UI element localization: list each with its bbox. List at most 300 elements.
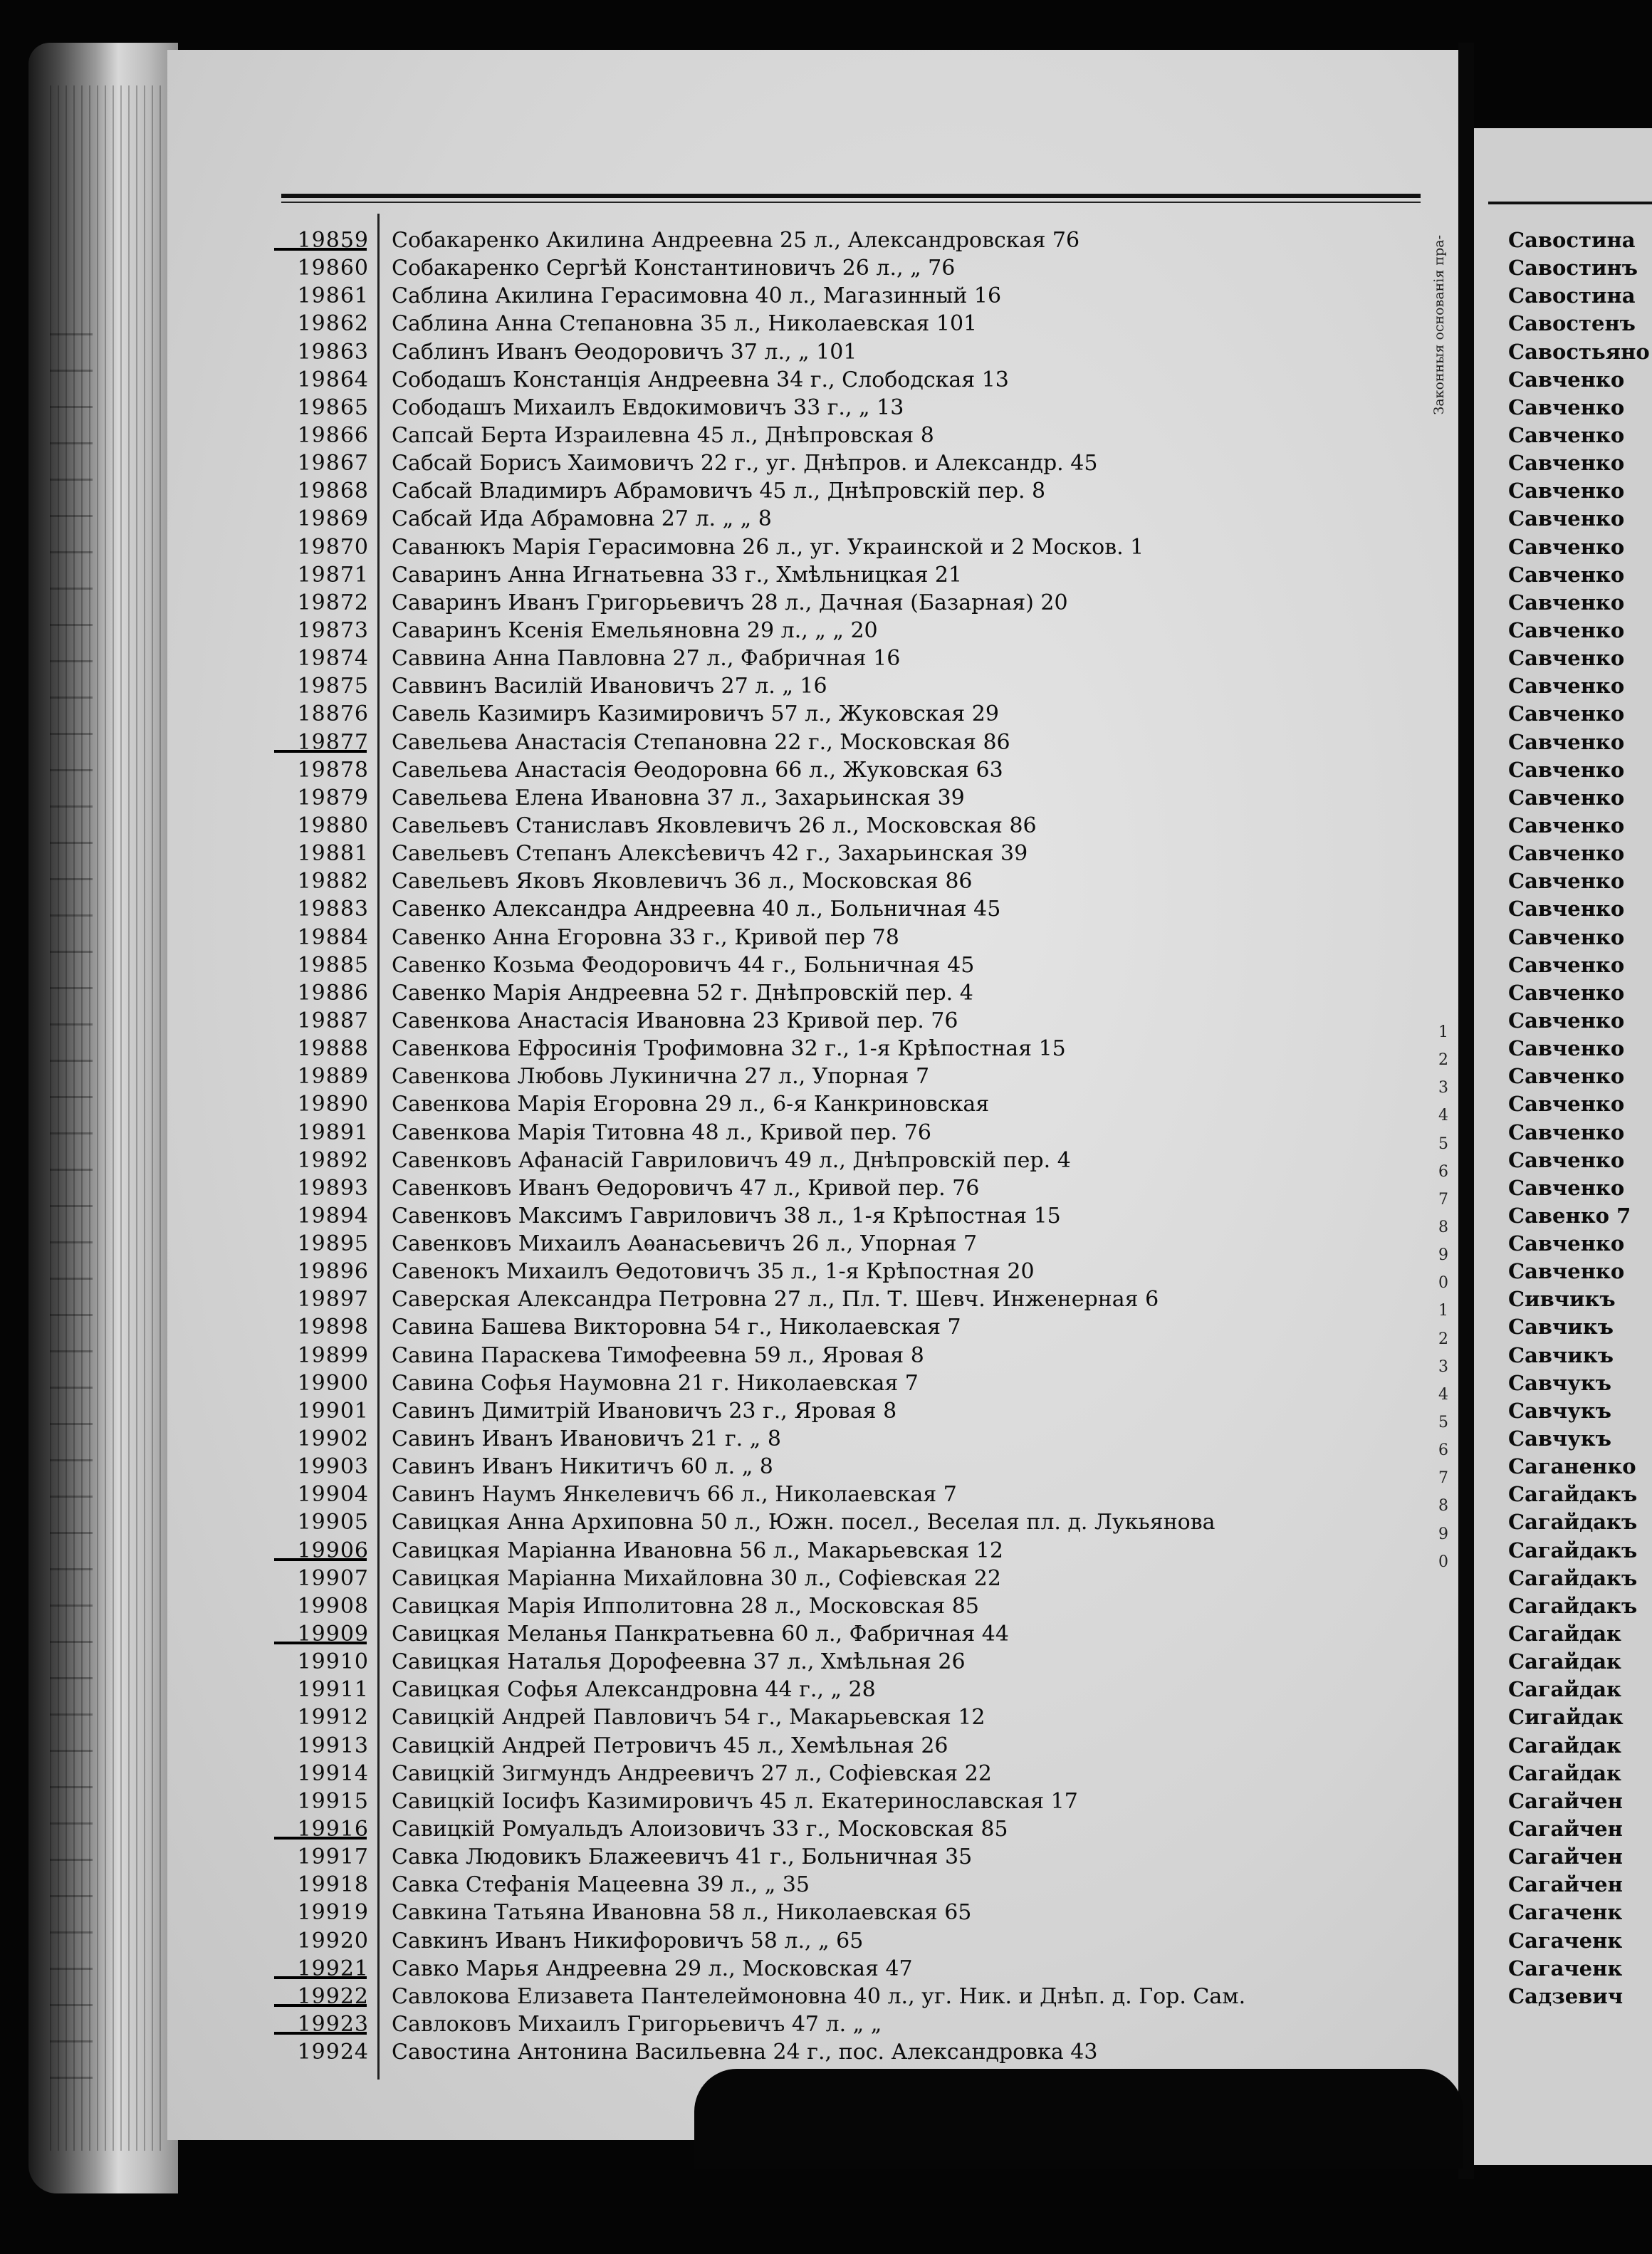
entry-row [278,1592,1417,1620]
entry-number: 19888 [297,1036,369,1062]
facing-surname: Савостенъ [1508,311,1636,336]
entry-number: 19860 [297,256,369,281]
entry-text: Савинъ Иванъ Ивановичъ 21 г. „ 8 [392,1426,781,1452]
facing-page-surnames [1508,226,1651,2010]
handwritten-underline [274,2004,367,2007]
entry-text: Саблина Акилина Герасимовна 40 л., Магазинный 16 [392,283,1002,309]
facing-surname: Сагайдак [1508,1733,1622,1758]
entry-number: 19905 [297,1510,369,1535]
facing-surname: Сагайдак [1508,1760,1622,1785]
entry-text: Сабсай Борисъ Хаимовичъ 22 г., уг. Днѣпров. и Александр. 45 [392,451,1098,476]
entry-row [278,645,1417,672]
facing-surname: Савченко [1508,980,1625,1005]
entry-row [278,1508,1417,1536]
strip-number: 5 [1438,1413,1448,1431]
strip-number: 7 [1438,1190,1448,1209]
entry-row [278,2038,1417,2066]
entry-text: Савельевъ Станиславъ Яковлевичъ 26 л., Московская 86 [392,813,1037,838]
entry-number: 19875 [297,674,369,699]
resident-list [278,226,1417,2066]
strip-number: 3 [1438,1079,1448,1097]
entry-row [278,924,1417,951]
entry-text: Савицкая Марія Ипполитовна 28 л., Московская 85 [392,1593,979,1619]
entry-row [278,617,1417,645]
entry-row [278,449,1417,477]
facing-surname: Савчукъ [1508,1426,1611,1451]
entry-number: 19868 [297,479,369,504]
facing-surname: Сагайдакъ [1508,1510,1638,1535]
entry-text: Савенкова Марія Титовна 48 л., Кривой пер. 76 [392,1120,931,1145]
entry-number: 19872 [297,590,369,615]
entry-row [278,282,1417,310]
strip-number: 8 [1438,1218,1448,1236]
vertical-number-strip [1438,1018,1453,1576]
entry-row [278,394,1417,422]
facing-surname: Сигайдак [1508,1705,1624,1730]
entry-text: Савельевъ Яковъ Яковлевичъ 36 л., Московская 86 [392,869,973,894]
entry-row [278,756,1417,784]
entry-number: 19903 [297,1454,369,1480]
facing-surname: Савченко [1508,1175,1625,1200]
entry-row [278,1815,1417,1843]
entry-number: 19921 [297,1956,369,1981]
entry-number: 19862 [297,311,369,337]
facing-surname: Сагайдак [1508,1649,1622,1674]
facing-surname: Савченко [1508,646,1625,671]
entry-row [278,422,1417,449]
entry-row [278,561,1417,589]
entry-text: Савенкова Ефросинія Трофимовна 32 г., 1-я Крѣпостная 15 [392,1036,1066,1062]
scan-shadow [694,2069,1463,2169]
facing-surname: Савчукъ [1508,1398,1611,1423]
entry-row [278,1760,1417,1788]
entry-row [278,812,1417,840]
facing-surname: Савостинъ [1508,256,1638,281]
entry-row [278,1258,1417,1285]
entry-row [278,2010,1417,2038]
entry-number: 19886 [297,980,369,1006]
entry-row [278,1899,1417,1926]
facing-surname: Савченко [1508,1036,1625,1061]
facing-surname: Савченко [1508,701,1625,726]
entry-text: Саваринъ Ксенія Емельяновна 29 л., „ „ 20 [392,617,878,643]
entry-row [278,1565,1417,1592]
strip-number: 4 [1438,1385,1448,1404]
entry-row [278,1063,1417,1090]
entry-row [278,1174,1417,1202]
entry-text: Савенкова Анастасія Ивановна 23 Кривой пер. 76 [392,1008,958,1033]
facing-surname: Сагайчен [1508,1788,1623,1813]
entry-text: Савицкая Маріанна Михайловна 30 л., Софіевская 22 [392,1565,1001,1591]
entry-number: 19885 [297,952,369,978]
facing-surname: Савчикъ [1508,1342,1614,1367]
facing-surname: Саганенко [1508,1454,1636,1479]
entry-row [278,1119,1417,1147]
entry-row [278,310,1417,338]
facing-surname: Савченко [1508,451,1625,476]
handwritten-underline [274,1976,367,1979]
entry-row [278,1983,1417,2010]
handwritten-underline [274,1642,367,1644]
facing-surname: Савченко [1508,506,1625,531]
entry-number: 19924 [297,2040,369,2065]
header-rule-thin [281,202,1421,203]
entry-text: Савельева Елена Ивановна 37 л., Захарьинская 39 [392,785,965,810]
entry-number: 19904 [297,1482,369,1508]
facing-surname: Сагайдакъ [1508,1538,1638,1562]
entry-number: 19901 [297,1398,369,1424]
entry-row [278,1230,1417,1258]
strip-number: 9 [1438,1246,1448,1265]
left-page-fragment [50,299,93,2080]
facing-surname: Сагайдак [1508,1622,1622,1647]
entry-text: Савлоковъ Михаилъ Григорьевичъ 47 л. „ „ [392,2012,882,2037]
entry-row [278,1453,1417,1481]
book-gutter [1458,43,1474,2179]
entry-text: Саванюкъ Марія Герасимовна 26 л., уг. Украинской и 2 Москов. 1 [392,534,1144,560]
entry-text: Савостина Антонина Васильевна 24 г., пос. Александровка 43 [392,2040,1098,2065]
entry-text: Савенко Анна Егоровна 33 г., Кривой пер 78 [392,924,899,950]
entry-row [278,254,1417,282]
entry-text: Савкинъ Иванъ Никифоровичъ 58 л., „ 65 [392,1928,864,1953]
entry-text: Саверская Александра Петровна 27 л., Пл. Т. Шевч. Инженерная 6 [392,1287,1159,1313]
entry-row [278,1871,1417,1899]
entry-row [278,1927,1417,1955]
entry-number: 19899 [297,1342,369,1368]
entry-number: 19889 [297,1064,369,1090]
entry-number: 19893 [297,1175,369,1201]
entry-number: 19881 [297,841,369,867]
entry-text: Собакаренко Сергѣй Константиновичъ 26 л., „ 76 [392,256,956,281]
entry-text: Сапсай Берта Израилевна 45 л., Днѣпровская 8 [392,422,934,448]
facing-surname: Савченко [1508,479,1625,504]
strip-number: 9 [1438,1525,1448,1543]
entry-number: 19869 [297,506,369,532]
strip-number: 3 [1438,1357,1448,1376]
entry-text: Савенокъ Михаилъ Ѳедотовичъ 35 л., 1-я Крѣпостная 20 [392,1259,1035,1285]
entry-number: 19879 [297,785,369,810]
facing-surname: Савченко [1508,869,1625,894]
entry-row [278,366,1417,394]
entry-number: 19865 [297,395,369,420]
facing-surname: Сагаченк [1508,1900,1623,1925]
entry-number: 19871 [297,562,369,588]
entry-number: 19895 [297,1231,369,1257]
facing-surname: Савченко [1508,813,1625,838]
entry-number: 19887 [297,1008,369,1033]
entry-number: 19919 [297,1900,369,1926]
entry-text: Саблина Анна Степановна 35 л., Николаевская 101 [392,311,978,337]
entry-row [278,1202,1417,1230]
facing-surname: Сагайчен [1508,1817,1623,1842]
facing-surname: Савчукъ [1508,1370,1611,1395]
facing-surname: Савченко [1508,952,1625,977]
handwritten-underline [274,750,367,753]
strip-number: 6 [1438,1162,1448,1181]
entry-row [278,951,1417,979]
entry-number: 19923 [297,2012,369,2037]
entry-row [278,895,1417,923]
entry-text: Савельевъ Степанъ Алексѣевичъ 42 г., Захарьинская 39 [392,841,1028,867]
entry-number: 19909 [297,1622,369,1647]
facing-surname: Савченко [1508,1259,1625,1284]
entry-number: 19892 [297,1147,369,1173]
entry-text: Сабсай Владимиръ Абрамовичъ 45 л., Днѣпровскій пер. 8 [392,479,1046,504]
entry-row [278,1313,1417,1341]
header-rule [281,194,1421,198]
handwritten-underline [274,2032,367,2035]
facing-surname: Савенко 7 [1508,1203,1631,1228]
entry-row [278,1843,1417,1871]
entry-row [278,1397,1417,1425]
entry-text: Савлокова Елизавета Пантелеймоновна 40 л., уг. Ник. и Днѣп. д. Гор. Сам. [392,1983,1246,2009]
strip-number: 0 [1438,1274,1448,1293]
facing-surname: Савостина [1508,283,1636,308]
facing-surname: Савостина [1508,228,1636,252]
entry-text: Савенко Александра Андреевна 40 л., Больничная 45 [392,897,1001,922]
entry-number: 19894 [297,1203,369,1228]
entry-text: Савина Башева Викторовна 54 г., Николаевская 7 [392,1315,961,1340]
entry-text: Савицкій Ромуальдъ Алоизовичъ 33 г., Московская 85 [392,1817,1008,1842]
entry-text: Савенковъ Иванъ Ѳедоровичъ 47 л., Кривой пер. 76 [392,1175,980,1201]
entry-text: Савинъ Наумъ Янкелевичъ 66 л., Николаевская 7 [392,1482,957,1508]
entry-number: 19906 [297,1538,369,1563]
entry-text: Савка Людовикъ Блажеевичъ 41 г., Больничная 35 [392,1845,973,1870]
entry-row [278,1955,1417,1983]
handwritten-underline [274,248,367,251]
entry-number: 19915 [297,1788,369,1814]
facing-surname: Савченко [1508,924,1625,949]
entry-number: 19918 [297,1872,369,1898]
entry-text: Савенковъ Афанасій Гавриловичъ 49 л., Днѣпровскій пер. 4 [392,1147,1071,1173]
entry-number: 19867 [297,451,369,476]
entry-text: Савина Параскева Тимофеевна 59 л., Яровая 8 [392,1342,924,1368]
facing-surname: Савченко [1508,841,1625,866]
entry-number: 19866 [297,422,369,448]
entry-row [278,1481,1417,1508]
entry-text: Савенко Козьма Феодоровичъ 44 г., Больничная 45 [392,952,975,978]
strip-number: 5 [1438,1134,1448,1153]
entry-number: 19883 [297,897,369,922]
facing-surname: Савченко [1508,367,1625,392]
facing-surname: Сагайдак [1508,1677,1622,1702]
entry-number: 19861 [297,283,369,309]
column-heading-vertical: Законныя основанія пра- [1431,235,1447,415]
facing-surname: Савченко [1508,729,1625,754]
entry-row [278,979,1417,1007]
entry-text: Савка Стефанія Мацеевна 39 л., „ 35 [392,1872,810,1898]
entry-row [278,729,1417,756]
entry-row [278,1648,1417,1676]
entry-text: Саваринъ Иванъ Григорьевичъ 28 л., Дачная (Базарная) 20 [392,590,1068,615]
entry-row [278,1007,1417,1035]
entry-text: Савкина Татьяна Ивановна 58 л., Николаевская 65 [392,1900,972,1926]
entry-number: 19891 [297,1120,369,1145]
entry-text: Саввина Анна Павловна 27 л., Фабричная 16 [392,646,901,672]
entry-text: Сободашъ Констанція Андреевна 34 г., Слободская 13 [392,367,1009,392]
facing-surname: Савченко [1508,534,1625,559]
entry-row [278,1732,1417,1760]
entry-text: Собакаренко Акилина Андреевна 25 л., Александровская 76 [392,228,1080,253]
entry-number: 19878 [297,757,369,783]
entry-number: 18876 [297,701,369,727]
facing-surname: Сивчикъ [1508,1287,1616,1312]
entry-text: Савицкая Наталья Дорофеевна 37 л., Хмѣльная 26 [392,1649,966,1675]
entry-number: 19882 [297,869,369,894]
facing-surname: Сагайдакъ [1508,1593,1638,1618]
entry-text: Савенковъ Михаилъ Аѳанасьевичъ 26 л., Упорная 7 [392,1231,978,1257]
strip-number: 1 [1438,1302,1448,1320]
facing-surname: Савченко [1508,1092,1625,1117]
entry-number: 19890 [297,1092,369,1117]
entry-number: 19908 [297,1593,369,1619]
entry-text: Савенковъ Максимъ Гавриловичъ 38 л., 1-я Крѣпостная 15 [392,1203,1061,1228]
strip-number: 7 [1438,1469,1448,1488]
entry-text: Савель Казимиръ Казимировичъ 57 л., Жуковская 29 [392,701,999,727]
strip-number: 8 [1438,1497,1448,1515]
entry-text: Савельева Анастасія Ѳеодоровна 66 л., Жуковская 63 [392,757,1003,783]
entry-row [278,338,1417,366]
entry-row [278,533,1417,561]
entry-number: 19897 [297,1287,369,1313]
entry-number: 19870 [297,534,369,560]
entry-row [278,672,1417,700]
entry-text: Савицкій Іосифъ Казимировичъ 45 л. Екатеринославская 17 [392,1788,1078,1814]
entry-text: Савицкій Зигмундъ Андреевичъ 27 л., Софіевская 22 [392,1760,992,1786]
entry-row [278,1537,1417,1565]
entry-text: Савицкая Маріанна Ивановна 56 л., Макарьевская 12 [392,1538,1003,1563]
facing-surname: Савченко [1508,1008,1625,1033]
entry-number: 19911 [297,1677,369,1703]
entry-number: 19900 [297,1370,369,1396]
facing-surname: Савченко [1508,562,1625,587]
facing-surname: Сагаченк [1508,1956,1623,1981]
entry-text: Савенкова Марія Егоровна 29 л., 6-я Канкриновская [392,1092,990,1117]
entry-row [278,1035,1417,1063]
strip-number: 6 [1438,1441,1448,1460]
entry-number: 19917 [297,1845,369,1870]
facing-surname: Савченко [1508,1064,1625,1089]
facing-surname: Сагаченк [1508,1928,1623,1953]
entry-text: Савинъ Димитрій Ивановичъ 23 г., Яровая 8 [392,1398,897,1424]
facing-surname: Савченко [1508,674,1625,699]
entry-number: 19907 [297,1565,369,1591]
entry-text: Савельева Анастасія Степановна 22 г., Московская 86 [392,729,1010,755]
entry-number: 19877 [297,729,369,755]
facing-surname: Савчикъ [1508,1315,1614,1340]
entry-text: Савенко Марія Андреевна 52 г. Днѣпровскій пер. 4 [392,980,973,1006]
entry-number: 19859 [297,228,369,253]
entry-text: Саваринъ Анна Игнатьевна 33 г., Хмѣльницкая 21 [392,562,963,588]
entry-text: Савицкій Андрей Петровичъ 45 л., Хемѣльная 26 [392,1733,948,1758]
entry-number: 19898 [297,1315,369,1340]
strip-number: 2 [1438,1051,1448,1070]
facing-page-rule [1488,202,1652,204]
entry-text: Савенкова Любовь Лукинична 27 л., Упорная 7 [392,1064,930,1090]
entry-text: Сабсай Ида Абрамовна 27 л. „ „ 8 [392,506,772,532]
facing-surname: Сагайчен [1508,1845,1623,1869]
facing-surname: Савченко [1508,395,1625,419]
entry-row [278,1342,1417,1369]
entry-number: 19863 [297,339,369,365]
entry-text: Саблинъ Иванъ Ѳеодоровичъ 37 л., „ 101 [392,339,857,365]
facing-surname: Савченко [1508,590,1625,615]
entry-row [278,700,1417,728]
strip-number: 1 [1438,1023,1448,1041]
entry-row [278,1147,1417,1174]
entry-text: Савицкій Андрей Павловичъ 54 г., Макарьевская 12 [392,1705,986,1731]
entry-number: 19880 [297,813,369,838]
facing-surname: Савченко [1508,617,1625,642]
entry-number: 19914 [297,1760,369,1786]
facing-surname: Савостьяно [1508,339,1650,364]
entry-number: 19873 [297,617,369,643]
entry-number: 19913 [297,1733,369,1758]
entry-text: Савицкая Анна Архиповна 50 л., Южн. посел., Веселая пл. д. Лукьянова [392,1510,1216,1535]
entry-row [278,1788,1417,1815]
strip-number: 4 [1438,1107,1448,1125]
facing-surname: Сагайчен [1508,1872,1623,1897]
entry-text: Савко Марья Андреевна 29 л., Московская 47 [392,1956,913,1981]
entry-row [278,1090,1417,1118]
strip-number: 2 [1438,1330,1448,1348]
entry-number: 19902 [297,1426,369,1452]
entry-number: 19884 [297,924,369,950]
facing-surname: Савченко [1508,785,1625,810]
facing-surname: Сагайдакъ [1508,1565,1638,1590]
entry-number: 19910 [297,1649,369,1675]
facing-surname: Савченко [1508,1120,1625,1144]
facing-surname: Савченко [1508,897,1625,922]
entry-row [278,1703,1417,1731]
entry-text: Савицкая Меланья Панкратьевна 60 л., Фабричная 44 [392,1622,1009,1647]
entry-number: 19916 [297,1817,369,1842]
entry-text: Саввинъ Василій Ивановичъ 27 л. „ 16 [392,674,827,699]
entry-row [278,1425,1417,1453]
handwritten-underline [274,1558,367,1561]
facing-surname: Савченко [1508,757,1625,782]
entry-number: 19920 [297,1928,369,1953]
entry-row [278,1620,1417,1648]
entry-row [278,840,1417,867]
entry-text: Сободашъ Михаилъ Евдокимовичъ 33 г., „ 13 [392,395,904,420]
strip-number: 0 [1438,1553,1448,1571]
facing-surname: Сагайдакъ [1508,1482,1638,1507]
entry-row [278,867,1417,895]
entry-row [278,505,1417,533]
entry-number: 19912 [297,1705,369,1731]
entry-row [278,1285,1417,1313]
entry-row [278,477,1417,505]
entry-row [278,226,1417,254]
facing-surname: Садзевич [1508,1983,1624,2008]
entry-number: 19874 [297,646,369,672]
entry-row [278,1369,1417,1397]
facing-surname: Савченко [1508,1147,1625,1172]
entry-number: 19922 [297,1983,369,2009]
facing-surname: Савченко [1508,422,1625,447]
entry-row [278,1676,1417,1703]
entry-text: Савицкая Софья Александровна 44 г., „ 28 [392,1677,876,1703]
entry-row [278,589,1417,617]
entry-row [278,784,1417,812]
entry-text: Савинъ Иванъ Никитичъ 60 л. „ 8 [392,1454,773,1480]
entry-number: 19896 [297,1259,369,1285]
facing-surname: Савченко [1508,1231,1625,1256]
entry-number: 19864 [297,367,369,392]
entry-text: Савина Софья Наумовна 21 г. Николаевская 7 [392,1370,919,1396]
handwritten-underline [274,1837,367,1840]
